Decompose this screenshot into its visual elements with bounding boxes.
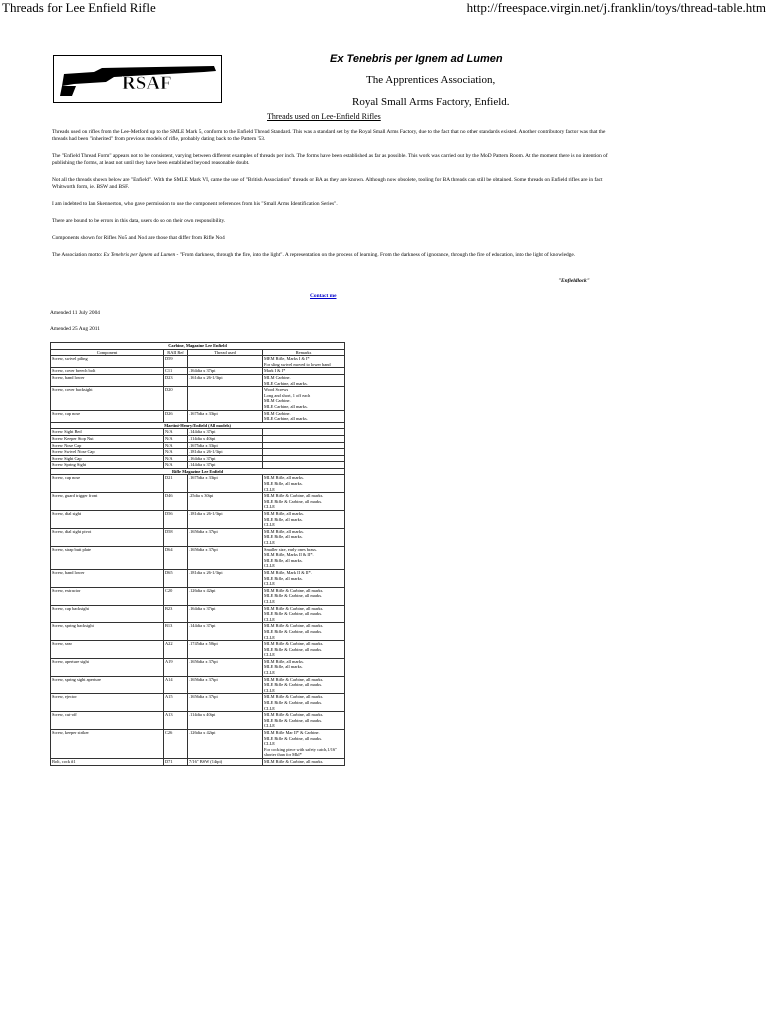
component-cell: Screw, spring backsight	[51, 623, 164, 641]
remarks-cell: Smaller size, early ones brass. MLM Rifle, Marks II & II*. MLE Rifle, all marks. CLLE	[263, 546, 345, 569]
table-row	[51, 429, 345, 436]
thread-cell	[188, 387, 263, 410]
ref-cell: D26	[164, 410, 188, 422]
ref-cell: D59	[164, 356, 188, 368]
contact-link[interactable]: Contact me	[310, 293, 337, 299]
thread-cell: .1745dia x 50tpi	[188, 641, 263, 659]
remarks-cell: MEM Rifle, Marks I & I* For sling swivel moved to lower band	[263, 356, 345, 368]
section-row	[51, 422, 345, 429]
motto-inline: Ex Tenebris per Ignem ad Lumen	[103, 252, 176, 258]
component-cell: Screw Swivel Nose Cap	[51, 449, 164, 456]
remarks-cell: Mark I & I*	[263, 368, 345, 375]
ref-cell: N/A	[164, 435, 188, 442]
table-row	[51, 569, 345, 587]
table-row	[51, 356, 345, 368]
ref-cell: A15	[164, 694, 188, 712]
remarks-cell	[263, 442, 345, 449]
remarks-cell: MLM Rifle & Carbine, all marks. MLE Rifle & Carbine, all marks. CLLE	[263, 712, 345, 730]
ref-cell: D23	[164, 374, 188, 386]
thread-cell: .164dia x 37tpi	[188, 605, 263, 623]
signature: "Enfieldlock"	[558, 278, 590, 284]
thread-cell: .144dia x 37tpi	[188, 462, 263, 469]
component-cell: Screw, dial sight	[51, 511, 164, 529]
table-row	[51, 435, 345, 442]
header-row	[51, 349, 345, 356]
ref-cell: D56	[164, 511, 188, 529]
ref-cell: D20	[164, 387, 188, 410]
thread-cell: .1675dia x 33tpi	[188, 410, 263, 422]
table-row	[51, 462, 345, 469]
remarks-cell: MLM Rifle & Carbine, all marks. MLE Rifle & Carbine, all marks. CLLE	[263, 676, 345, 694]
acknowledgement-paragraph: I am indebted to Ian Skennerton, who gave permission to use the component references from his "Small Arms Identification Series".	[52, 201, 338, 207]
component-cell: Screw, aperture sight	[51, 658, 164, 676]
ref-cell: A13	[164, 712, 188, 730]
remarks-cell: MLM Carbine. MLE Carbine, all marks.	[263, 410, 345, 422]
remarks-cell	[263, 449, 345, 456]
column-header: Remarks	[263, 349, 345, 356]
component-cell: Screw, ejector	[51, 694, 164, 712]
component-cell: Screw, band lower	[51, 374, 164, 386]
thread-cell: 7/16" BSW (14tpi)	[188, 758, 263, 765]
table-row	[51, 442, 345, 449]
thread-cell: .164dia x 37tpi	[188, 368, 263, 375]
section-row	[51, 343, 345, 350]
component-cell: Screw, spring sight aperture	[51, 676, 164, 694]
remarks-cell: MLM Rifle Mar II* & Carbine. MLE Rifle & Carbine, all marks. CLLE For cocking piece with safety catch,1/16" shorter than for MkI*	[263, 730, 345, 759]
table-row	[51, 758, 345, 765]
table-row	[51, 676, 345, 694]
thread-cell: .181dia x 26-1/3tpi	[188, 449, 263, 456]
thread-cell: .126dia x 42tpi	[188, 587, 263, 605]
column-header: Component	[51, 349, 164, 356]
component-cell: Screw, cap nose	[51, 475, 164, 493]
thread-cell: .181dia x 26-1/3tpi	[188, 569, 263, 587]
table-row	[51, 712, 345, 730]
component-cell: Screw, guard trigger front	[51, 493, 164, 511]
page-url[interactable]: http://freespace.virgin.net/j.franklin/toys/thread-table.htm	[466, 0, 766, 15]
component-cell: Screw, strap butt plate	[51, 546, 164, 569]
ref-cell: N/A	[164, 442, 188, 449]
amended-date-1: Amended 11 July 2004	[50, 310, 100, 316]
thread-cell: .1656dia x 37tpi	[188, 546, 263, 569]
component-cell: Screw, swivel piling	[51, 356, 164, 368]
remarks-cell: MLM Rifle, Mark II & II*. MLE Rifle, all marks. CLLE	[263, 569, 345, 587]
table-row	[51, 694, 345, 712]
table-row	[51, 387, 345, 410]
thread-cell: .164dia x 37tpi	[188, 455, 263, 462]
ref-cell: B23	[164, 605, 188, 623]
thread-cell: .114dia x 40tpi	[188, 712, 263, 730]
component-cell: Screw Sight Bed	[51, 429, 164, 436]
section-title: Rifle Magazine Lee Enfield	[51, 468, 345, 475]
page-tab-title: Threads for Lee Enfield Rifle	[2, 0, 156, 15]
ref-cell: C26	[164, 730, 188, 759]
amended-date-2: Amended 25 Aug 2011	[50, 326, 100, 332]
association-motto: Ex Tenebris per Ignem ad Lumen	[330, 53, 503, 65]
remarks-cell: MLM Carbine. MLE Carbine, all marks.	[263, 374, 345, 386]
thread-cell: .126dia x 42tpi	[188, 730, 263, 759]
remarks-cell: MLM Rifle, all marks. MLE Rifle, all marks. CLLE	[263, 511, 345, 529]
column-header: RAII Ref	[164, 349, 188, 356]
thread-cell: .1675dia x 33tpi	[188, 475, 263, 493]
thread-cell: .1656dia x 37tpi	[188, 676, 263, 694]
motto-suffix: - "From darkness, through the fire, into the light". A representation on the process of learning. From the darkness of ignorance, through the fire of education, into the light of knowledge.	[175, 252, 576, 258]
ba-threads-paragraph: Not all the threads shown below are "Enfield". With the SMLE Mark VI, came the use of "British Association" threads or BA as they are known. Although now obsolete, tooling for BA threads can still be obtained. Some threads on Enfield rifles are in fact Whitworth form, ie. BSW and BSF.	[52, 177, 603, 190]
ref-cell: D65	[164, 569, 188, 587]
component-cell: Screw, cover backsight	[51, 387, 164, 410]
remarks-cell: MLM Rifle & Carbine, all marks. MLE Rifle & Carbine, all marks. CLLE	[263, 694, 345, 712]
component-cell: Screw, sear	[51, 641, 164, 659]
components-note-paragraph: Components shown for Rifles No5 and No4 are those that differ from Rifle No4	[52, 235, 225, 241]
component-cell: Screw Sight Cap	[51, 455, 164, 462]
ref-cell: N/A	[164, 462, 188, 469]
association-name: The Apprentices Association,	[366, 74, 496, 86]
table-row	[51, 449, 345, 456]
remarks-cell	[263, 435, 345, 442]
thread-table	[50, 342, 345, 766]
page-heading: Threads used on Lee-Enfield Rifles	[267, 112, 381, 121]
table-row	[51, 368, 345, 375]
section-title: Carbine, Magazine Lee Enfield	[51, 343, 345, 350]
component-cell: Screw Keeper Stop Nut	[51, 435, 164, 442]
thread-cell: .25dia x 30tpi	[188, 493, 263, 511]
ref-cell: D58	[164, 528, 188, 546]
table-row	[51, 546, 345, 569]
thread-cell: .1656dia x 37tpi	[188, 694, 263, 712]
remarks-cell: MLM Rifle & Carbine, all marks. MLE Rifle & Carbine, all marks. CLLE	[263, 605, 345, 623]
ref-cell: A22	[164, 641, 188, 659]
remarks-cell	[263, 429, 345, 436]
rsaf-logo	[53, 55, 222, 103]
intro-paragraph: Threads used on rifles from the Lee-Metford up to the SMLE Mark 5, conform to the Enfield Thread Standard. This was a standard set by the Royal Small Arms Factory, due to the fact that no other standards existed. Another contributory factor was that the threads had been "inherited" from previous models of rifle, probably dating back to the Pattern '53.	[52, 129, 606, 142]
thread-cell: .1656dia x 37tpi	[188, 658, 263, 676]
ref-cell: N/A	[164, 455, 188, 462]
thread-form-paragraph: The "Enfield Thread Form" appears not to be consistent, varying between different examples of threads per inch. The forms have been established as far as possible. This work was carried out by the MoD Pattern Room. At the moment there is no intention of publishing the forms, at least not until they have been established beyond reasonable doubt.	[52, 153, 608, 166]
component-cell: Bolt, cock #1	[51, 758, 164, 765]
thread-cell: .181dia x 26-1/3tpi	[188, 511, 263, 529]
remarks-cell: MLM Rifle & Carbine, all marks.	[263, 758, 345, 765]
table-row	[51, 511, 345, 529]
remarks-cell: MLM Rifle, all marks. MLE Rifle, all marks. CLLE	[263, 475, 345, 493]
component-cell: Screw, cover breech bolt	[51, 368, 164, 375]
logo-lettering: RSAF	[122, 73, 172, 94]
remarks-cell: MLM Rifle & Carbine, all marks. MLE Rifle & Carbine, all marks. CLLE	[263, 641, 345, 659]
remarks-cell: MLM Rifle & Carbine, all marks. MLE Rifle & Carbine, all marks. CLLE	[263, 493, 345, 511]
component-cell: Screw Spring Sight	[51, 462, 164, 469]
ref-cell: D64	[164, 546, 188, 569]
ref-cell: N/A	[164, 449, 188, 456]
section-title: Martini-Henry/Enfield (All models)	[51, 422, 345, 429]
table-row	[51, 587, 345, 605]
remarks-cell: MLM Rifle & Carbine, all marks. MLE Rifle & Carbine, all marks. CLLE	[263, 587, 345, 605]
thread-cell: .1656dia x 37tpi	[188, 528, 263, 546]
thread-cell: .161dia x 26-1/3tpi	[188, 374, 263, 386]
table-row	[51, 605, 345, 623]
component-cell: Screw, keeper striker	[51, 730, 164, 759]
thread-cell: .114dia x 40tpi	[188, 435, 263, 442]
section-row	[51, 468, 345, 475]
ref-cell: D21	[164, 475, 188, 493]
component-cell: Screw, cut-off	[51, 712, 164, 730]
ref-cell: D71	[164, 758, 188, 765]
ref-cell: A14	[164, 676, 188, 694]
table-row	[51, 641, 345, 659]
remarks-cell	[263, 462, 345, 469]
remarks-cell	[263, 455, 345, 462]
table-row	[51, 374, 345, 386]
table-row	[51, 475, 345, 493]
thread-table-body	[51, 343, 345, 766]
motto-paragraph	[52, 252, 612, 259]
component-cell: Screw, extractor	[51, 587, 164, 605]
table-row	[51, 410, 345, 422]
table-row	[51, 623, 345, 641]
table-row	[51, 730, 345, 759]
thread-cell: .1675dia x 33tpi	[188, 442, 263, 449]
remarks-cell: MLM Rifle, all marks. MLE Rifle, all marks. CLLE	[263, 658, 345, 676]
table-row	[51, 455, 345, 462]
thread-cell: .144dia x 37tpi	[188, 623, 263, 641]
ref-cell: B13	[164, 623, 188, 641]
component-cell: Screw, cap nose	[51, 410, 164, 422]
table-row	[51, 528, 345, 546]
component-cell: Screw, dial sight pivot	[51, 528, 164, 546]
ref-cell: N/A	[164, 429, 188, 436]
ref-cell: C11	[164, 368, 188, 375]
factory-name: Royal Small Arms Factory, Enfield.	[352, 96, 510, 108]
component-cell: Screw Nose Cap	[51, 442, 164, 449]
motto-prefix: The Association motto:	[52, 252, 104, 258]
disclaimer-paragraph: There are bound to be errors in this data, users do so on their own responsibility.	[52, 218, 226, 224]
remarks-cell: Wood Screws Long and short, 1 off each MLM Carbine. MLE Carbine, all marks.	[263, 387, 345, 410]
ref-cell: C20	[164, 587, 188, 605]
ref-cell: D46	[164, 493, 188, 511]
ref-cell: A19	[164, 658, 188, 676]
thread-cell	[188, 356, 263, 368]
remarks-cell: MLM Rifle, all marks. MLE Rifle, all marks. CLLE	[263, 528, 345, 546]
table-row	[51, 493, 345, 511]
table-row	[51, 658, 345, 676]
thread-cell: .144dia x 37tpi	[188, 429, 263, 436]
remarks-cell: MLM Rifle & Carbine, all marks. MLE Rifle & Carbine, all marks. CLLE	[263, 623, 345, 641]
component-cell: Screw, cap backsight	[51, 605, 164, 623]
component-cell: Screw, band lower	[51, 569, 164, 587]
column-header: Thread used	[188, 349, 263, 356]
